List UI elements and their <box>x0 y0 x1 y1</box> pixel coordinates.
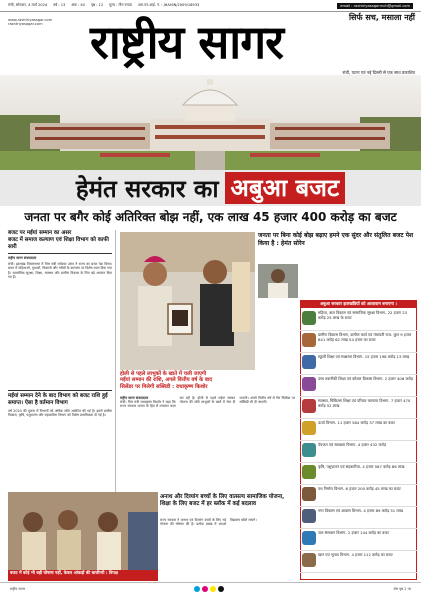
feature-item-photo-icon <box>302 553 316 567</box>
sub-headline: जनता पर बगैर कोई अतिरिक्त बोझ नहीं, एक लाख 45 हजार 400 करोड़ का बजट <box>24 210 397 224</box>
feature-item-text: पथ निर्माण विभाग- 6 हजार 200 करोड़ 45 लाख का बजट <box>318 486 401 491</box>
left-story-body2: वर्ष 2024 की तुलना में विभागों को अधिक राशि आवंटित की गई है। इसमें ग्रामीण विकास, कृषि, पशुपालन और सहकारिता विभाग को विशेष प्राथमिकता दी गई है। <box>8 409 112 418</box>
left-story <box>8 230 116 530</box>
feature-item <box>300 441 417 463</box>
yellow-dot <box>210 586 216 592</box>
top-info-strip <box>0 0 421 12</box>
feature-item <box>300 309 417 331</box>
year: वर्ष : 13 <box>53 3 66 7</box>
footer-brand: राष्ट्रीय सागर <box>10 586 26 591</box>
bottom-center-body: राज्य सरकार ने अनाथ एवं दिव्यांग बच्चों के लिए नई योजना की घोषणा की है। प्रत्येक प्रखंड में आदर्श विद्यालय खोले जाएंगे। <box>160 518 257 527</box>
left-story-body: रांची। झारखंड विधानसभा में वित्त मंत्री रामेश्वर उरांव ने राज्य का बजट पेश किया। बजट में महिलाओं, युवाओं, किसानों और गरीबों के कल्याण पर विशेष ध्यान दिया गया है। सामाजिक सुरक्षा, शिक्षा, स्वास्थ्य और ग्रामीण विकास के लिए बड़े आवंटन किए गए हैं। <box>8 262 112 279</box>
color-registration-dots <box>194 586 224 592</box>
feature-item-text: कृषि, पशुपालन एवं सहकारिता- 4 हजार 587 करोड़ 66 लाख <box>318 464 405 469</box>
feature-item-text: ऊर्जा विभाग- 11 हजार 584 करोड़ 37 लाख का बजट <box>318 420 396 425</box>
building-illustration <box>0 75 421 170</box>
issue: अंक : 40 <box>71 3 85 7</box>
feature-item <box>300 375 417 397</box>
center-story-text: रांची। वित्त मंत्री राधाकृष्ण किशोर ने कहा कि राज्य सरकार जनता के हित में लगातार काम कर रही है। होली से पहले मईयां सम्मान योजना की राशि लाभुकों के खाते में भेज दी जाएगी। अगले वित्तीय वर्ष से गैस सिलेंडर पर सब्सिडी भी दी जाएगी। <box>120 396 295 409</box>
feature-item-text: स्कूली शिक्षा एवं साक्षरता विभाग- 15 हजार 198 करोड़ 13 लाख <box>318 354 410 359</box>
feature-item-photo-icon <box>302 355 316 369</box>
feature-item <box>300 507 417 529</box>
feature-item <box>300 331 417 353</box>
feature-item-text: खान एवं भूतत्व विभाग- 4 हजार 112 करोड़ का बजट <box>318 552 393 557</box>
footer-continued: शेष पृष्ठ 2 पर <box>393 586 411 591</box>
feature-item <box>300 397 417 419</box>
feature-item-photo-icon <box>302 465 316 479</box>
ministers-illustration <box>120 232 255 370</box>
city-date: रांची, सोमवार, 4 मार्च 2024 <box>8 3 48 7</box>
newspaper-logo: राष्ट्रीय सागर <box>90 15 283 69</box>
rni-number: आर.एन.आई. नं. : JHAHIN/2009/18933 <box>137 3 200 7</box>
main-headline <box>0 170 421 206</box>
right-headline: जनता पर बिना कोई बोझ बढ़ाए हमने एक सुंदर और संतुलित बजट पेश किया है : हेमंत सोरेन <box>258 232 414 247</box>
feature-item-text: स्वास्थ्य, चिकित्सा शिक्षा एवं परिवार कल्याण विभाग- 7 हजार 470 करोड़ 52 लाख <box>318 398 411 408</box>
feature-item-photo-icon <box>302 443 316 457</box>
center-story-body <box>120 396 295 492</box>
feature-box-title: अबुआ सरकार झारखंडियों को आशावान बनाएगा । <box>300 300 417 308</box>
feature-item-text: नगर विकास एवं आवास विभाग- 4 हजार 89 करोड़ 51 लाख <box>318 508 404 513</box>
feature-item <box>300 353 417 375</box>
email-badge[interactable]: email : rashtriyasagarrnch@gmail.com <box>337 3 413 9</box>
headline-part1: हेमंत सरकार का <box>75 174 219 203</box>
website-text[interactable]: www.rashtriyasagar.com rashtriyasagar.com <box>8 18 53 26</box>
left-story-heading2: मईयां सम्मान देने के बाद विभाग को बजट राशि हुई समाप्त। ऐसा है वर्तमान विभाग <box>8 390 112 407</box>
feature-item <box>300 529 417 551</box>
bottom-center-heading: अनाथ और दिव्यांग बच्चों के लिए वात्सल्य सामाजिक योजना, शिक्षा के लिए बजट में हर ब्लॉक में कई बदलाव <box>160 494 285 507</box>
feature-item-photo-icon <box>302 421 316 435</box>
center-story-byline: राष्ट्रीय सागर संवाददाता <box>120 396 149 400</box>
left-story-heading: बजट पर मईयां सम्मान का असर बजट में समाज कल्याण एवं शिक्षा विभाग को काफी सारी <box>8 230 112 254</box>
feature-item-text: जल संसाधन विभाग- 2 हजार 144 करोड़ का बजट <box>318 530 390 535</box>
pages: पृष्ठ : 12 <box>90 3 104 7</box>
tagline: सिर्फ सच, मसाला नहीं <box>348 13 415 22</box>
feature-item-text: महिला, बाल विकास एवं सामाजिक सुरक्षा विभाग- 22 हजार 23 करोड़ 25 लाख के बजट <box>318 310 408 320</box>
feature-item-photo-icon <box>302 487 316 501</box>
magenta-dot <box>202 586 208 592</box>
left-story-byline: राष्ट्रीय सागर संवाददाता <box>8 256 37 260</box>
feature-item <box>300 463 417 485</box>
feature-item-photo-icon <box>302 509 316 523</box>
opposition-photo <box>8 492 158 570</box>
soren-illustration <box>258 264 298 298</box>
price: मूल्य : तीन रुपया <box>109 3 132 7</box>
feature-item-text: ग्रामीण विकास विभाग, ग्रामीण कार्य एवं पंचायती राज- कुल 9 हजार 841 करोड़ 62 लाख 54 हजार का बजट <box>318 332 412 342</box>
soren-photo <box>258 264 298 298</box>
feature-item <box>300 485 417 507</box>
feature-item-photo-icon <box>302 333 316 347</box>
minister-photo <box>120 232 255 370</box>
assembly-building-photo <box>0 75 421 170</box>
masthead-subtitle: रांची, पटना एवं नई दिल्ली से एक साथ प्रकाशित <box>342 70 415 75</box>
feature-item-photo-icon <box>302 531 316 545</box>
cyan-dot <box>194 586 200 592</box>
opposition-banner: बजट में कोई भी बड़ी घोषणा नहीं, केवल आंकड़ों की बाजीगरी : विपक्ष <box>8 570 158 581</box>
feature-item-photo-icon <box>302 377 316 391</box>
headline-part2: अबुआ बजट <box>225 172 346 204</box>
center-photo-caption: होली से पहले लाभुकों के खाते में चली जाएगी मईयां सम्मान की राशि, अगले वित्तीय वर्ष के बाद सिलेंडर पर मिलेगी सब्सिडी : राधाकृष्ण किशोर <box>117 370 257 394</box>
page-footer <box>0 582 421 595</box>
black-dot <box>218 586 224 592</box>
feature-item-photo-icon <box>302 399 316 413</box>
feature-item <box>300 419 417 441</box>
feature-item <box>300 551 417 573</box>
feature-item-text: उच्च तकनीकी शिक्षा एवं कौशल विकास विभाग- 2 हजार 406 करोड़ <box>318 376 413 381</box>
opposition-illustration <box>8 492 158 570</box>
feature-item-photo-icon <box>302 311 316 325</box>
feature-item-text: पेयजल एवं स्वच्छता विभाग- 4 हजार 432 करोड़ <box>318 442 386 447</box>
